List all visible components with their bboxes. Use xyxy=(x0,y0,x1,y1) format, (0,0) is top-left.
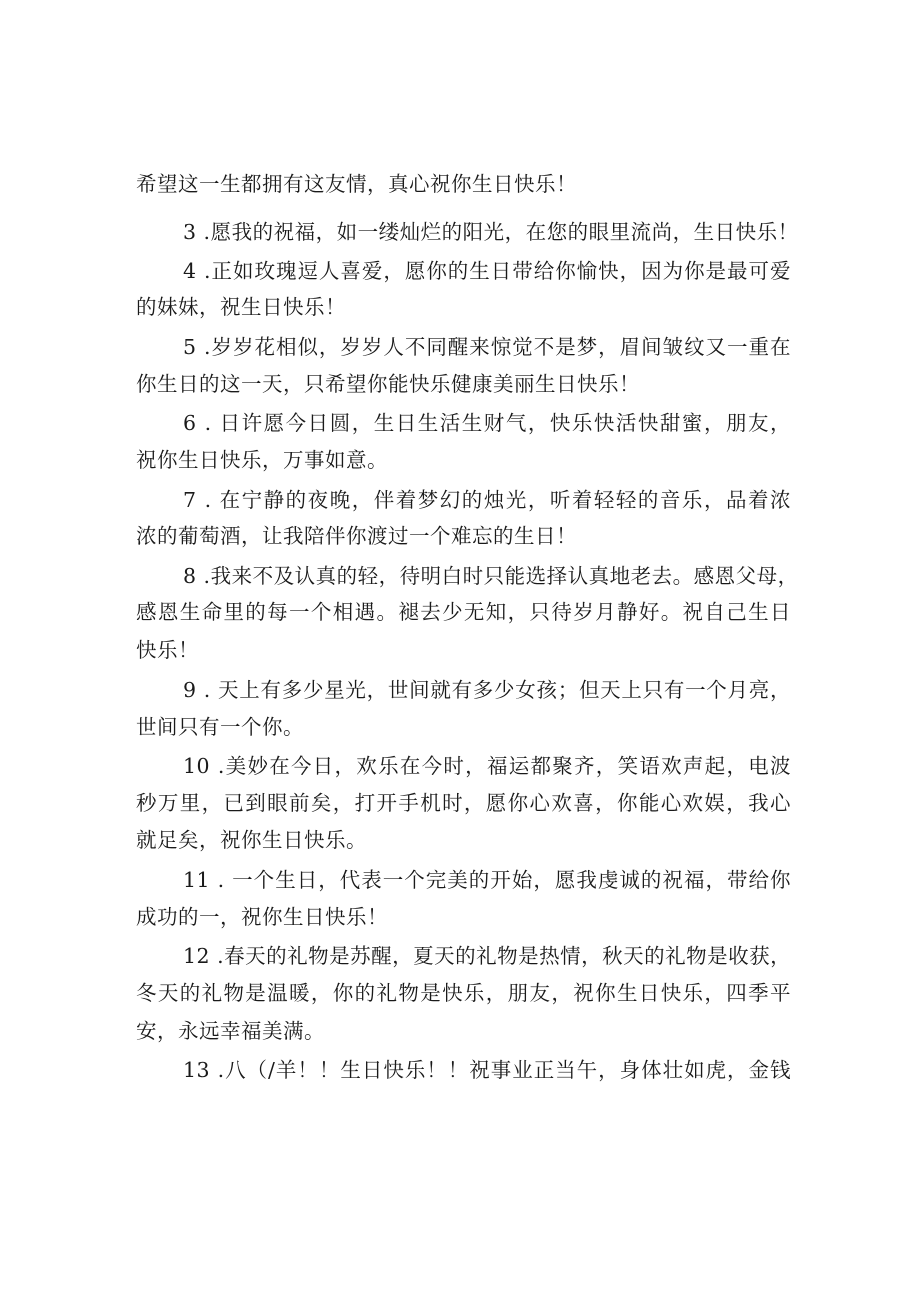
text-line: 10 .美妙在今日，欢乐在今时，福运都聚齐，笑语欢声起，电波 xyxy=(183,754,791,778)
text-line: 13 .八（/羊！！生日快乐！！祝事业正当午，身体壮如虎，金钱 xyxy=(183,1058,791,1082)
text-line: 冬天的礼物是温暖，你的礼物是快乐，朋友，祝你生日快乐，四季平 xyxy=(136,981,791,1005)
text-line: 浓的葡萄酒，让我陪伴你渡过一个难忘的生日！ xyxy=(136,524,577,548)
text-line: 就足矣，祝你生日快乐。 xyxy=(136,828,367,852)
text-line: 成功的一，祝你生日快乐！ xyxy=(136,905,388,929)
text-line: 4 .正如玫瑰逗人喜爱，愿你的生日带给你愉快，因为你是最可爱 xyxy=(183,259,791,283)
text-line: 你生日的这一天，只希望你能快乐健康美丽生日快乐！ xyxy=(136,372,640,396)
text-line: 3 .愿我的祝福，如一缕灿烂的阳光，在您的眼里流尚，生日快乐！ xyxy=(183,220,799,244)
text-line: 11 . 一个生日，代表一个完美的开始，愿我虔诚的祝福，带给你 xyxy=(183,868,791,892)
text-line: 秒万里，已到眼前矣，打开手机时，愿你心欢喜，你能心欢娱，我心 xyxy=(136,791,791,815)
text-line: 祝你生日快乐，万事如意。 xyxy=(136,448,388,472)
text-line: 5 .岁岁花相似，岁岁人不同醒来惊觉不是梦，眉间皱纹又一重在 xyxy=(183,335,791,359)
text-line: 8 .我来不及认真的轻，待明白时只能选择认真地老去。感恩父母， xyxy=(183,564,799,588)
text-line: 世间只有一个你。 xyxy=(136,715,304,739)
text-line: 7 . 在宁静的夜晚，伴着梦幻的烛光，听着轻轻的音乐，品着浓 xyxy=(183,488,791,512)
text-line: 快乐！ xyxy=(136,638,199,662)
text-line: 的妹妹，祝生日快乐！ xyxy=(136,295,346,319)
text-line: 感恩生命里的每一个相遇。褪去少无知，只待岁月静好。祝自己生日 xyxy=(136,600,791,624)
text-line: 9 . 天上有多少星光，世间就有多少女孩；但天上只有一个月亮， xyxy=(183,678,791,702)
text-line: 6 . 日许愿今日圆，生日生活生财气，快乐快活快甜蜜，朋友， xyxy=(183,411,791,435)
text-line: 12 .春天的礼物是苏醒，夏天的礼物是热情，秋天的礼物是收获， xyxy=(183,944,792,968)
text-line: 安，永远幸福美满。 xyxy=(136,1019,325,1043)
text-line: 希望这一生都拥有这友情，真心祝你生日快乐！ xyxy=(136,172,577,196)
